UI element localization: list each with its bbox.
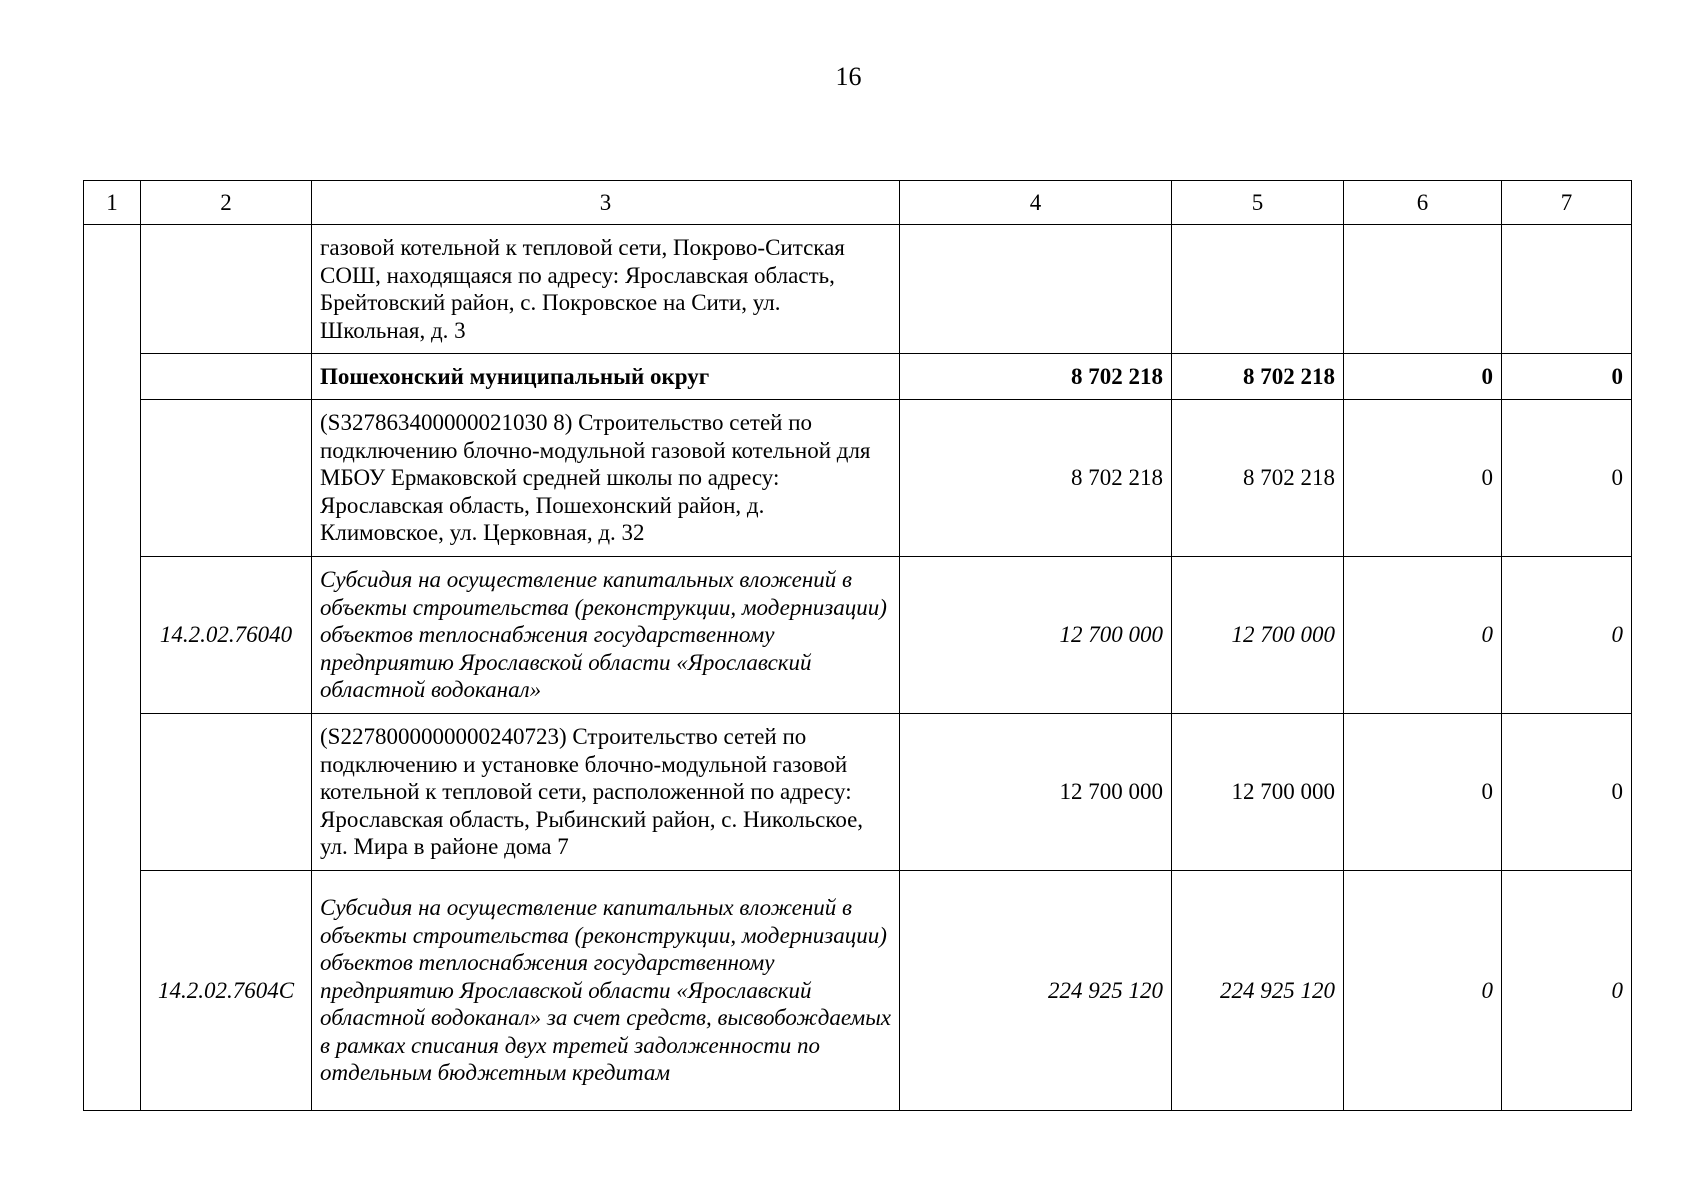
table-row xyxy=(84,400,1632,557)
table-row xyxy=(84,557,1632,714)
code-cell xyxy=(141,714,312,871)
column-header: 4 xyxy=(900,181,1172,225)
column-header: 5 xyxy=(1172,181,1344,225)
value-cell-7 xyxy=(1502,225,1632,354)
value-cell-7: 0 xyxy=(1502,557,1632,714)
value-cell-5: 12 700 000 xyxy=(1172,557,1344,714)
value-cell-6: 0 xyxy=(1344,557,1502,714)
column-header: 3 xyxy=(312,181,900,225)
description-cell: Пошехонский муниципальный округ xyxy=(312,354,900,400)
description-cell: (S2278000000000240723) Строительство сетей по подключению и установке блочно-модульной газовой котельной к тепловой сети, расположенной по адресу: Ярославская область, Рыбинский район, с. Никольское, ул. Мира в районе дома 7 xyxy=(312,714,900,871)
code-cell: 14.2.02.7604С xyxy=(141,871,312,1111)
value-cell-6: 0 xyxy=(1344,871,1502,1111)
table-row xyxy=(84,225,1632,354)
column-header: 6 xyxy=(1344,181,1502,225)
value-cell-7: 0 xyxy=(1502,354,1632,400)
value-cell-7: 0 xyxy=(1502,714,1632,871)
budget-table xyxy=(83,180,1632,1111)
value-cell-5: 224 925 120 xyxy=(1172,871,1344,1111)
table-row xyxy=(84,871,1632,1111)
value-cell-4: 224 925 120 xyxy=(900,871,1172,1111)
value-cell-4: 8 702 218 xyxy=(900,400,1172,557)
value-cell-6: 0 xyxy=(1344,400,1502,557)
column-header: 2 xyxy=(141,181,312,225)
description-cell: Субсидия на осуществление капитальных вложений в объекты строительства (реконструкции, модернизации) объектов теплоснабжения государственному предприятию Ярославской области «Ярославский областной водоканал» за счет средств, высвобождаемых в рамках списания двух третей задолженности по отдельным бюджетным кредитам xyxy=(312,871,900,1111)
column-header: 1 xyxy=(84,181,141,225)
code-cell xyxy=(141,354,312,400)
column-header: 7 xyxy=(1502,181,1632,225)
value-cell-4: 12 700 000 xyxy=(900,714,1172,871)
value-cell-4 xyxy=(900,225,1172,354)
value-cell-5 xyxy=(1172,225,1344,354)
value-cell-6 xyxy=(1344,225,1502,354)
value-cell-5: 8 702 218 xyxy=(1172,354,1344,400)
code-cell xyxy=(141,225,312,354)
value-cell-6: 0 xyxy=(1344,714,1502,871)
row-number-cell xyxy=(84,225,141,1111)
value-cell-4: 8 702 218 xyxy=(900,354,1172,400)
page-number: 16 xyxy=(835,62,862,91)
description-cell: газовой котельной к тепловой сети, Покрово-Ситская СОШ, находящаяся по адресу: Ярославская область, Брейтовский район, с. Покровское на Сити, ул. Школьная, д. 3 xyxy=(312,225,900,354)
description-cell: (S327863400000021030 8) Строительство сетей по подключению блочно-модульной газовой котельной для МБОУ Ермаковской средней школы по адресу: Ярославская область, Пошехонский район, д. Климовское, ул. Церковная, д. 32 xyxy=(312,400,900,557)
description-cell: Субсидия на осуществление капитальных вложений в объекты строительства (реконструкции, модернизации) объектов теплоснабжения государственному предприятию Ярославской области «Ярославский областной водоканал» xyxy=(312,557,900,714)
value-cell-4: 12 700 000 xyxy=(900,557,1172,714)
value-cell-7: 0 xyxy=(1502,871,1632,1111)
value-cell-6: 0 xyxy=(1344,354,1502,400)
value-cell-5: 8 702 218 xyxy=(1172,400,1344,557)
value-cell-7: 0 xyxy=(1502,400,1632,557)
value-cell-5: 12 700 000 xyxy=(1172,714,1344,871)
code-cell xyxy=(141,400,312,557)
table-row xyxy=(84,714,1632,871)
table-header-row xyxy=(84,181,1632,225)
table-row xyxy=(84,354,1632,400)
code-cell: 14.2.02.76040 xyxy=(141,557,312,714)
